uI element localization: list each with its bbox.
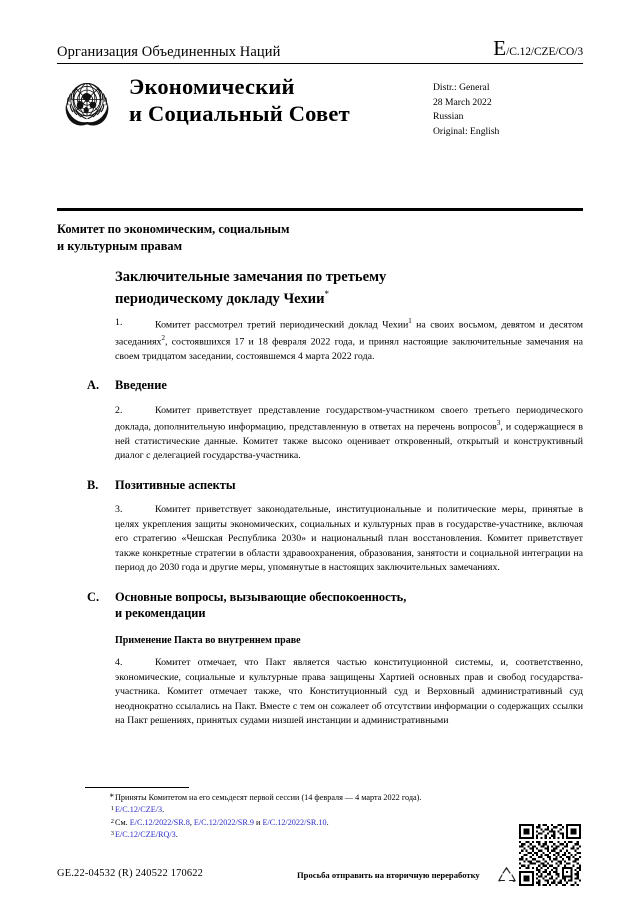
footnote-1-link[interactable]: E/C.12/CZE/3 [115,805,163,815]
masthead-title-line1: Экономический [129,74,295,99]
footnote-3-suffix: . [175,830,178,840]
paragraph-1-text [115,316,583,364]
page-title-line2-text: периодическому докладу Чехии [115,290,325,307]
paragraph-4 [115,656,583,729]
footnote-3-marker [104,829,114,843]
distribution-original: Original: English [433,125,500,137]
paragraph-3-number: 3. [115,504,123,516]
paragraph-2-text-b: , и содержащиеся в ней статистические данные. Комитет также высоко оценивает откровенный, открытый и конструктивный диалог с делегацией государства-участника. [115,421,584,462]
paragraph-2 [115,404,583,464]
footnote-2-suffix: . [326,817,329,827]
ge-document-code: GE.22-04532 (R) 240522 170622 [57,868,204,879]
footnote-2-link-3[interactable]: E/C.12/2022/SR.10 [262,817,327,827]
section-b-title: Позитивные аспекты [115,477,236,492]
section-c-title-line2: и рекомендации [115,606,206,621]
section-a-letter: A. [87,378,100,393]
paragraph-3-text: Комитет приветствует законодательные, институциональные и политические меры, принятые в целях укрепления защиты экономических, социальных и культурных прав в государстве-участнике, включая его стратегию «Чешская Республика 2030» и национальный план восстановления. Комитет приветствует также конкретные стратегии в области здравоохранения, образования, занятости и социальной интеграции на период до 2030 года и другие меры, упомянутые в настоящих заключительных замечаниях. [115,504,583,574]
distribution-type: Distr.: General [433,82,490,93]
footnotes-block [57,787,583,842]
document-body [57,316,583,738]
distribution-language: Russian [433,111,464,123]
paragraph-1-ref-1: 1 [408,317,412,325]
masthead-title [129,73,433,128]
footnote-2-sep-2: и [253,817,263,827]
footnote-1 [110,804,583,816]
recycle-notice: Просьба отправить на вторичную переработку [297,870,480,880]
footnote-asterisk-text: Приняты Комитетом на его семьдесят первой сессии (14 февраля — 4 марта 2022 года). [115,793,422,802]
paragraph-4-text: Комитет отмечает, что Пакт является частью конституционной системы, и, соответственно, экономические, социальные и культурные права защищены Хартией основных прав и свобод государства-участника. Комитет отмечает также, что Конституционный суд и Верховный административный суд неоднократно ссылались на Пакт. Вместе с тем он сожалеет об отсутствии информации о содержащих ссылки на Пакт решениях, принятых судами низшей инстанции и административными [115,657,583,727]
paragraph-4-number: 4. [115,657,123,669]
document-symbol [493,36,583,61]
paragraph-2-text-a: Комитет приветствует представление государством-участником своего третьего периодического доклада, дополнительную информацию, представленную в ответах на перечень вопросов [115,404,583,433]
masthead-divider [57,63,583,64]
paragraph-1 [115,316,583,364]
masthead-top-row [57,36,583,63]
page-title [115,268,515,309]
subheading-application-of-covenant: Применение Пакта во внутреннем праве [115,634,301,646]
section-heading-a [87,377,583,394]
committee-name-line1: Комитет по экономическим, социальным [57,222,290,236]
footnote-3-link[interactable]: E/C.12/CZE/RQ/3 [115,830,176,840]
paragraph-3 [115,503,583,576]
footnote-2 [110,817,583,829]
section-heading-c [87,589,583,622]
footnote-3-marker-sup: 3 [110,830,114,838]
footnote-asterisk [109,792,583,804]
section-b-letter: B. [87,477,99,492]
page-footer [57,866,583,898]
qr-code-icon [519,824,581,886]
masthead [57,36,583,139]
paragraph-1-text-a: Комитет рассмотрел третий периодический доклад Чехии [155,319,409,331]
section-a-title: Введение [115,378,167,393]
section-c-title [115,589,583,622]
masthead-title-line2: и Социальный Совет [129,101,350,127]
paragraph-2-number: 2. [115,404,123,416]
page-title-line1: Заключительные замечания по третьему [115,269,387,285]
footnote-separator [85,787,189,788]
footnote-2-marker-sup: 2 [110,817,114,825]
un-emblem-icon [59,75,115,131]
committee-name [57,221,477,255]
document-symbol-rest: /C.12/CZE/CO/3 [506,46,583,58]
footnote-2-sep-1: , [189,817,194,827]
paragraph-1-ref-2: 2 [161,333,165,342]
footnote-1-marker-sup: 1 [110,805,114,813]
distribution-date: 28 March 2022 [433,96,492,108]
footnote-2-link-2[interactable]: E/C.12/2022/SR.9 [193,817,254,827]
masthead-body-row [57,73,583,139]
section-heading-b [87,477,583,494]
section-c-letter: C. [87,589,100,604]
footnote-2-prefix: См. [115,817,130,827]
paragraph-1-text-b: на своих восьмом, девятом и десятом заседаниях [115,319,583,348]
distribution-block [433,81,583,139]
committee-name-line2: и культурным правам [57,239,183,254]
section-divider [57,208,583,211]
paragraph-1-number: 1. [115,317,123,328]
paragraph-2-ref-1: 3 [496,419,501,428]
footnote-3 [110,829,583,841]
paragraph-1-text-c: , состоявшихся 17 и 18 февраля 2022 года, и принял настоящие заключительные замечания на своем тридцатом заседании, состоявшемся 4 марта 2022 года. [115,336,583,362]
title-footnote-marker: * [324,288,329,299]
section-c-title-line1: Основные вопросы, вызывающие обеспокоенность, [115,589,407,604]
recycle-icon [497,866,517,886]
page-title-line2 [115,288,515,309]
paragraph-2-text [115,404,583,464]
document-symbol-prefix: E [493,36,507,60]
footnote-asterisk-marker: * [109,792,114,802]
footnote-2-link-1[interactable]: E/C.12/2022/SR.8 [129,817,190,827]
organization-name: Организация Объединенных Наций [57,44,281,60]
footnote-1-suffix: . [162,805,165,815]
